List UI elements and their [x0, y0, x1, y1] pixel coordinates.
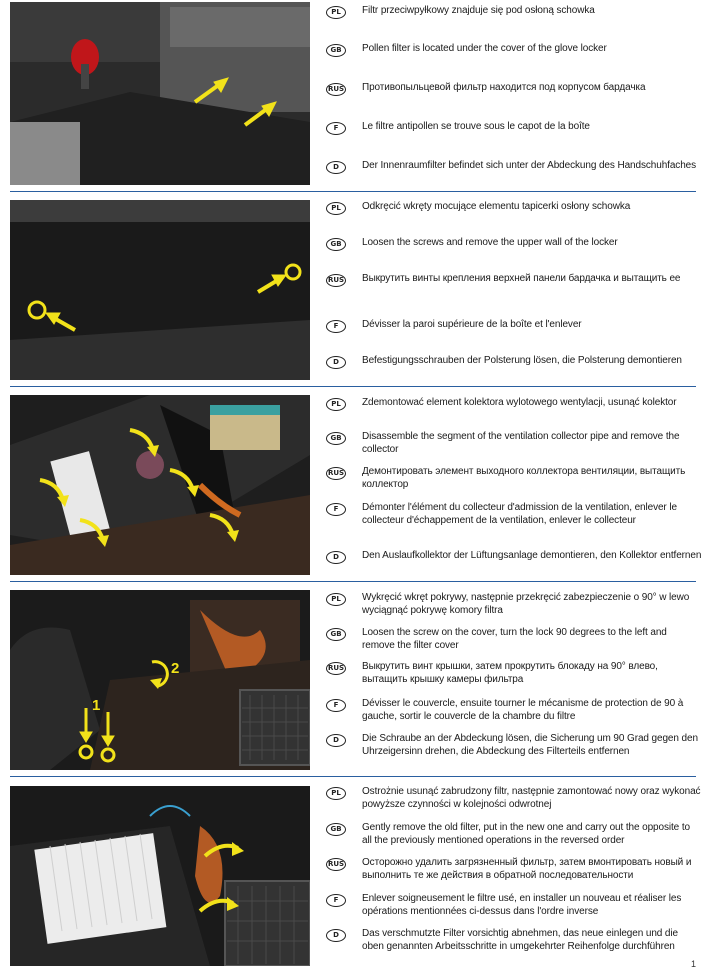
instruction-text: Disassemble the segment of the ventilation collector pipe and remove the collector — [362, 431, 680, 455]
instruction-text: Dévisser la paroi supérieure de la boîte et l'enlever — [362, 319, 582, 330]
separator — [10, 581, 696, 582]
instruction-text: Odkręcić wkręty mocujące elementu tapicerki osłony schowka — [362, 201, 631, 212]
photo-label-2: 2 — [171, 660, 180, 677]
instruction-text: Ostrożnie usunąć zabrudzony filtr, następnie zamontować nowy oraz wykonać powyższe czynności w kolejności odwrotnej — [362, 786, 701, 810]
instruction-text: Противопыльцевой фильтр находится под корпусом бардачка — [362, 82, 646, 93]
instruction-text: Enlever soigneusement le filtre usé, en installer un nouveau et réaliser les opérations mentionnées ci-dessus dans l'ordre inverse — [362, 893, 682, 917]
step-2-photo — [10, 200, 310, 380]
instruction-text: Wykręcić wkręt pokrywy, następnie przekręcić zabezpieczenie o 90° w lewo wyciągnąć pokrywę komory filtra — [362, 592, 690, 616]
lang-badge: F — [326, 894, 346, 907]
instruction-text: Loosen the screw on the cover, turn the lock 90 degrees to the left and remove the filter cover — [362, 627, 667, 651]
lang-badge: GB — [326, 44, 346, 57]
lang-badge: GB — [326, 823, 346, 836]
instruction-text: Le filtre antipollen se trouve sous le capot de la boîte — [362, 121, 590, 132]
lang-badge: F — [326, 699, 346, 712]
lang-badge: D — [326, 161, 346, 174]
page-number: 1 — [690, 959, 696, 969]
step-3-photo — [10, 395, 310, 575]
instruction-text: Den Auslaufkollektor der Lüftungsanlage demontieren, den Kollektor entfernen — [362, 550, 702, 561]
instruction-text: Pollen filter is located under the cover of the glove locker — [362, 43, 607, 54]
lang-badge: RUS — [326, 467, 346, 480]
separator — [10, 386, 696, 387]
lang-badge: RUS — [326, 274, 346, 287]
instruction-text: Демонтировать элемент выходного коллектора вентиляции, вытащить коллектор — [362, 466, 686, 490]
lang-badge: PL — [326, 202, 346, 215]
instruction-text: Befestigungsschrauben der Polsterung lösen, die Polsterung demontieren — [362, 355, 682, 366]
lang-badge: D — [326, 929, 346, 942]
lang-badge: D — [326, 551, 346, 564]
lang-badge: PL — [326, 398, 346, 411]
step-4-photo — [10, 590, 310, 770]
lang-badge: RUS — [326, 858, 346, 871]
lang-badge: GB — [326, 432, 346, 445]
instruction-text: Démonter l'élément du collecteur d'admission de la ventilation, enlever le collecteur d'échappement de la ventilation, enlever le collecteur — [362, 502, 677, 526]
step-5-photo — [10, 786, 310, 966]
step-1-photo — [10, 2, 310, 185]
lang-badge: D — [326, 734, 346, 747]
instruction-text: Gently remove the old filter, put in the new one and carry out the opposite to all the previously mentioned operations in the reversed order — [362, 822, 690, 846]
lang-badge: GB — [326, 238, 346, 251]
instruction-text: Filtr przeciwpyłkowy znajduje się pod osłoną schowka — [362, 5, 595, 16]
instruction-text: Выкрутить винт крышки, затем прокрутить блокаду на 90° влево, вытащить крышку камеры фильтра — [362, 661, 658, 685]
lang-badge: GB — [326, 628, 346, 641]
instruction-text: Выкрутить винты крепления верхней панели бардачка и вытащить ее — [362, 273, 681, 284]
lang-badge: PL — [326, 6, 346, 19]
lang-badge: F — [326, 320, 346, 333]
instruction-text: Осторожно удалить загрязненный фильтр, затем вмонтировать новый и выполнить те же действия в обратной последовательности — [362, 857, 692, 881]
lang-badge: RUS — [326, 83, 346, 96]
lang-badge: PL — [326, 593, 346, 606]
instruction-text: Der Innenraumfilter befindet sich unter der Abdeckung des Handschuhfaches — [362, 160, 697, 171]
instruction-text: Die Schraube an der Abdeckung lösen, die Sicherung um 90 Grad gegen den Uhrzeigersinn drehen, die Abdeckung des Filterteils entfernen — [362, 733, 698, 757]
separator — [10, 191, 696, 192]
instruction-text: Loosen the screws and remove the upper wall of the locker — [362, 237, 618, 248]
instruction-text: Das verschmutzte Filter vorsichtig abnehmen, das neue einlegen und die oben genannten Arbeitsschritte in umgekehrter Reihenfolge durchführen — [362, 928, 678, 952]
lang-badge: PL — [326, 787, 346, 800]
photo-label-1: 1 — [92, 697, 101, 714]
separator — [10, 776, 696, 777]
lang-badge: D — [326, 356, 346, 369]
instruction-text: Zdemontować element kolektora wylotowego wentylacji, usunąć kolektor — [362, 397, 677, 408]
lang-badge: F — [326, 503, 346, 516]
lang-badge: RUS — [326, 662, 346, 675]
instruction-text: Dévisser le couvercle, ensuite tourner le mécanisme de protection de 90 à gauche, sortir le couvercle de la chambre du filtre — [362, 698, 684, 722]
lang-badge: F — [326, 122, 346, 135]
